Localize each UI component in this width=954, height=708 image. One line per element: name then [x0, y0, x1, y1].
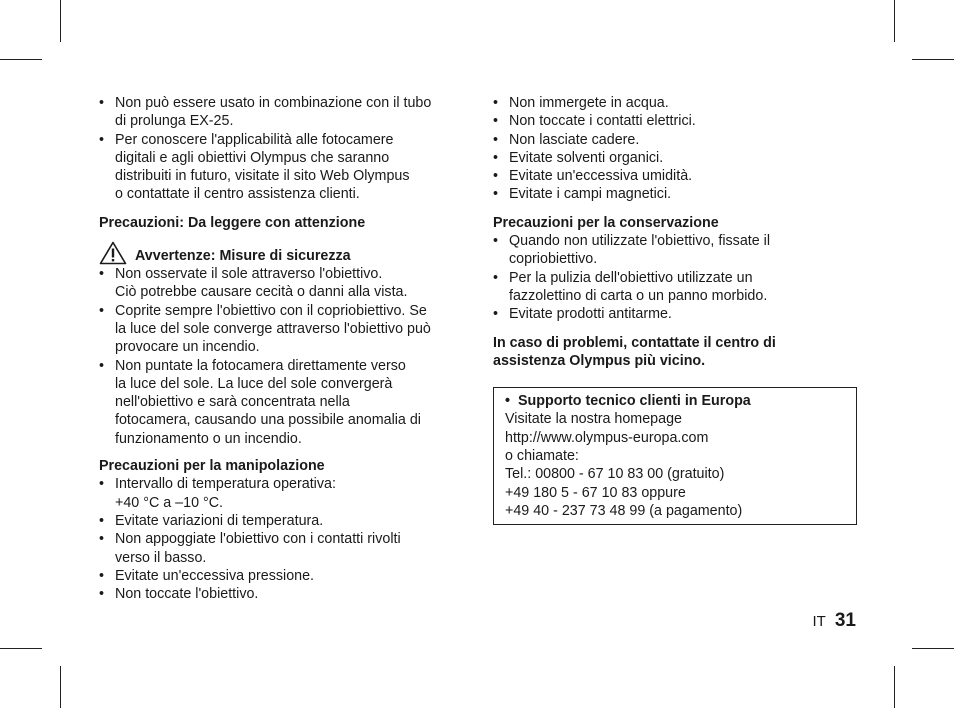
intro-list [99, 94, 465, 204]
crop-mark [912, 59, 954, 60]
warning-triangle-icon [99, 241, 127, 265]
handling-list [99, 475, 465, 603]
problems-heading: In caso di problemi, contattate il centro di assistenza Olympus più vicino. [493, 334, 776, 369]
support-url[interactable]: http://www.olympus-europa.com [505, 429, 709, 446]
general-list [493, 94, 857, 204]
crop-mark [0, 59, 42, 60]
language-code: IT [812, 613, 826, 630]
support-line: o chiamate: [505, 448, 579, 465]
crop-mark [60, 666, 61, 708]
support-phone: Tel.: 00800 - 67 10 83 00 (gratuito) [505, 466, 725, 483]
list-item: • Coprite sempre l'obiettivo con il copriobiettivo. Se la luce del sole converge attraverso l'obiettivo può provocare un incendio. [99, 302, 465, 357]
list-item: • Evitate un'eccessiva pressione. [99, 567, 465, 585]
list-item: • Evitate un'eccessiva umidità. [493, 167, 857, 185]
bullet: • [505, 393, 511, 410]
warnings-heading-text: Avvertenze: Misure di sicurezza [135, 247, 351, 264]
handling-heading: Precauzioni per la manipolazione [99, 458, 325, 475]
precautions-heading: Precauzioni: Da leggere con attenzione [99, 214, 366, 231]
support-line: Visitate la nostra homepage [505, 411, 682, 428]
crop-mark [60, 0, 61, 42]
list-item: • Non immergete in acqua. [493, 94, 857, 112]
page-footer [813, 612, 856, 631]
crop-mark [912, 648, 954, 649]
crop-mark [894, 666, 895, 708]
list-item: • Non toccate i contatti elettrici. [493, 112, 857, 130]
support-box-title: • Supporto tecnico clienti in Europa [505, 393, 751, 410]
storage-list [493, 232, 857, 323]
crop-mark [894, 0, 895, 42]
support-box [493, 387, 857, 525]
list-item: • Non osservate il sole attraverso l'obiettivo. Ciò potrebbe causare cecità o danni alla vista. [99, 265, 465, 302]
right-column [493, 94, 857, 525]
left-column [99, 94, 465, 603]
page-number: 31 [834, 610, 856, 631]
list-item: • Intervallo di temperatura operativa: +40 °C a –10 °C. [99, 475, 465, 512]
list-item: • Evitate variazioni di temperatura. [99, 512, 465, 530]
list-item: • Evitate i campi magnetici. [493, 185, 857, 203]
list-item: • Non può essere usato in combinazione con il tubo di prolunga EX-25. [99, 94, 465, 131]
list-item: • Quando non utilizzate l'obiettivo, fissate il copriobiettivo. [493, 232, 857, 269]
list-item: • Per la pulizia dell'obiettivo utilizzate un fazzolettino di carta o un panno morbido. [493, 269, 857, 306]
list-item: • Non lasciate cadere. [493, 131, 857, 149]
list-item: • Evitate prodotti antitarme. [493, 305, 857, 323]
storage-heading: Precauzioni per la conservazione [493, 214, 719, 231]
list-item: • Non appoggiate l'obiettivo con i contatti rivolti verso il basso. [99, 530, 465, 567]
support-phone: +49 40 - 237 73 48 99 (a pagamento) [505, 502, 743, 519]
list-item: • Non puntate la fotocamera direttamente verso la luce del sole. La luce del sole convergerà nell'obiettivo e sarà concentrata nella fotocamera, causando una possibile anomalia di funzionamento o un incendio. [99, 357, 465, 448]
crop-mark [0, 648, 42, 649]
list-item: • Evitate solventi organici. [493, 149, 857, 167]
warnings-heading [99, 241, 465, 265]
list-item: • Non toccate l'obiettivo. [99, 585, 465, 603]
warnings-list [99, 265, 465, 448]
list-item: • Per conoscere l'applicabilità alle fotocamere digitali e agli obiettivi Olympus che saranno distribuiti in futuro, visitate il sito Web Olympus o contattate il centro assistenza clienti. [99, 131, 465, 204]
support-phone: +49 180 5 - 67 10 83 oppure [505, 484, 686, 501]
